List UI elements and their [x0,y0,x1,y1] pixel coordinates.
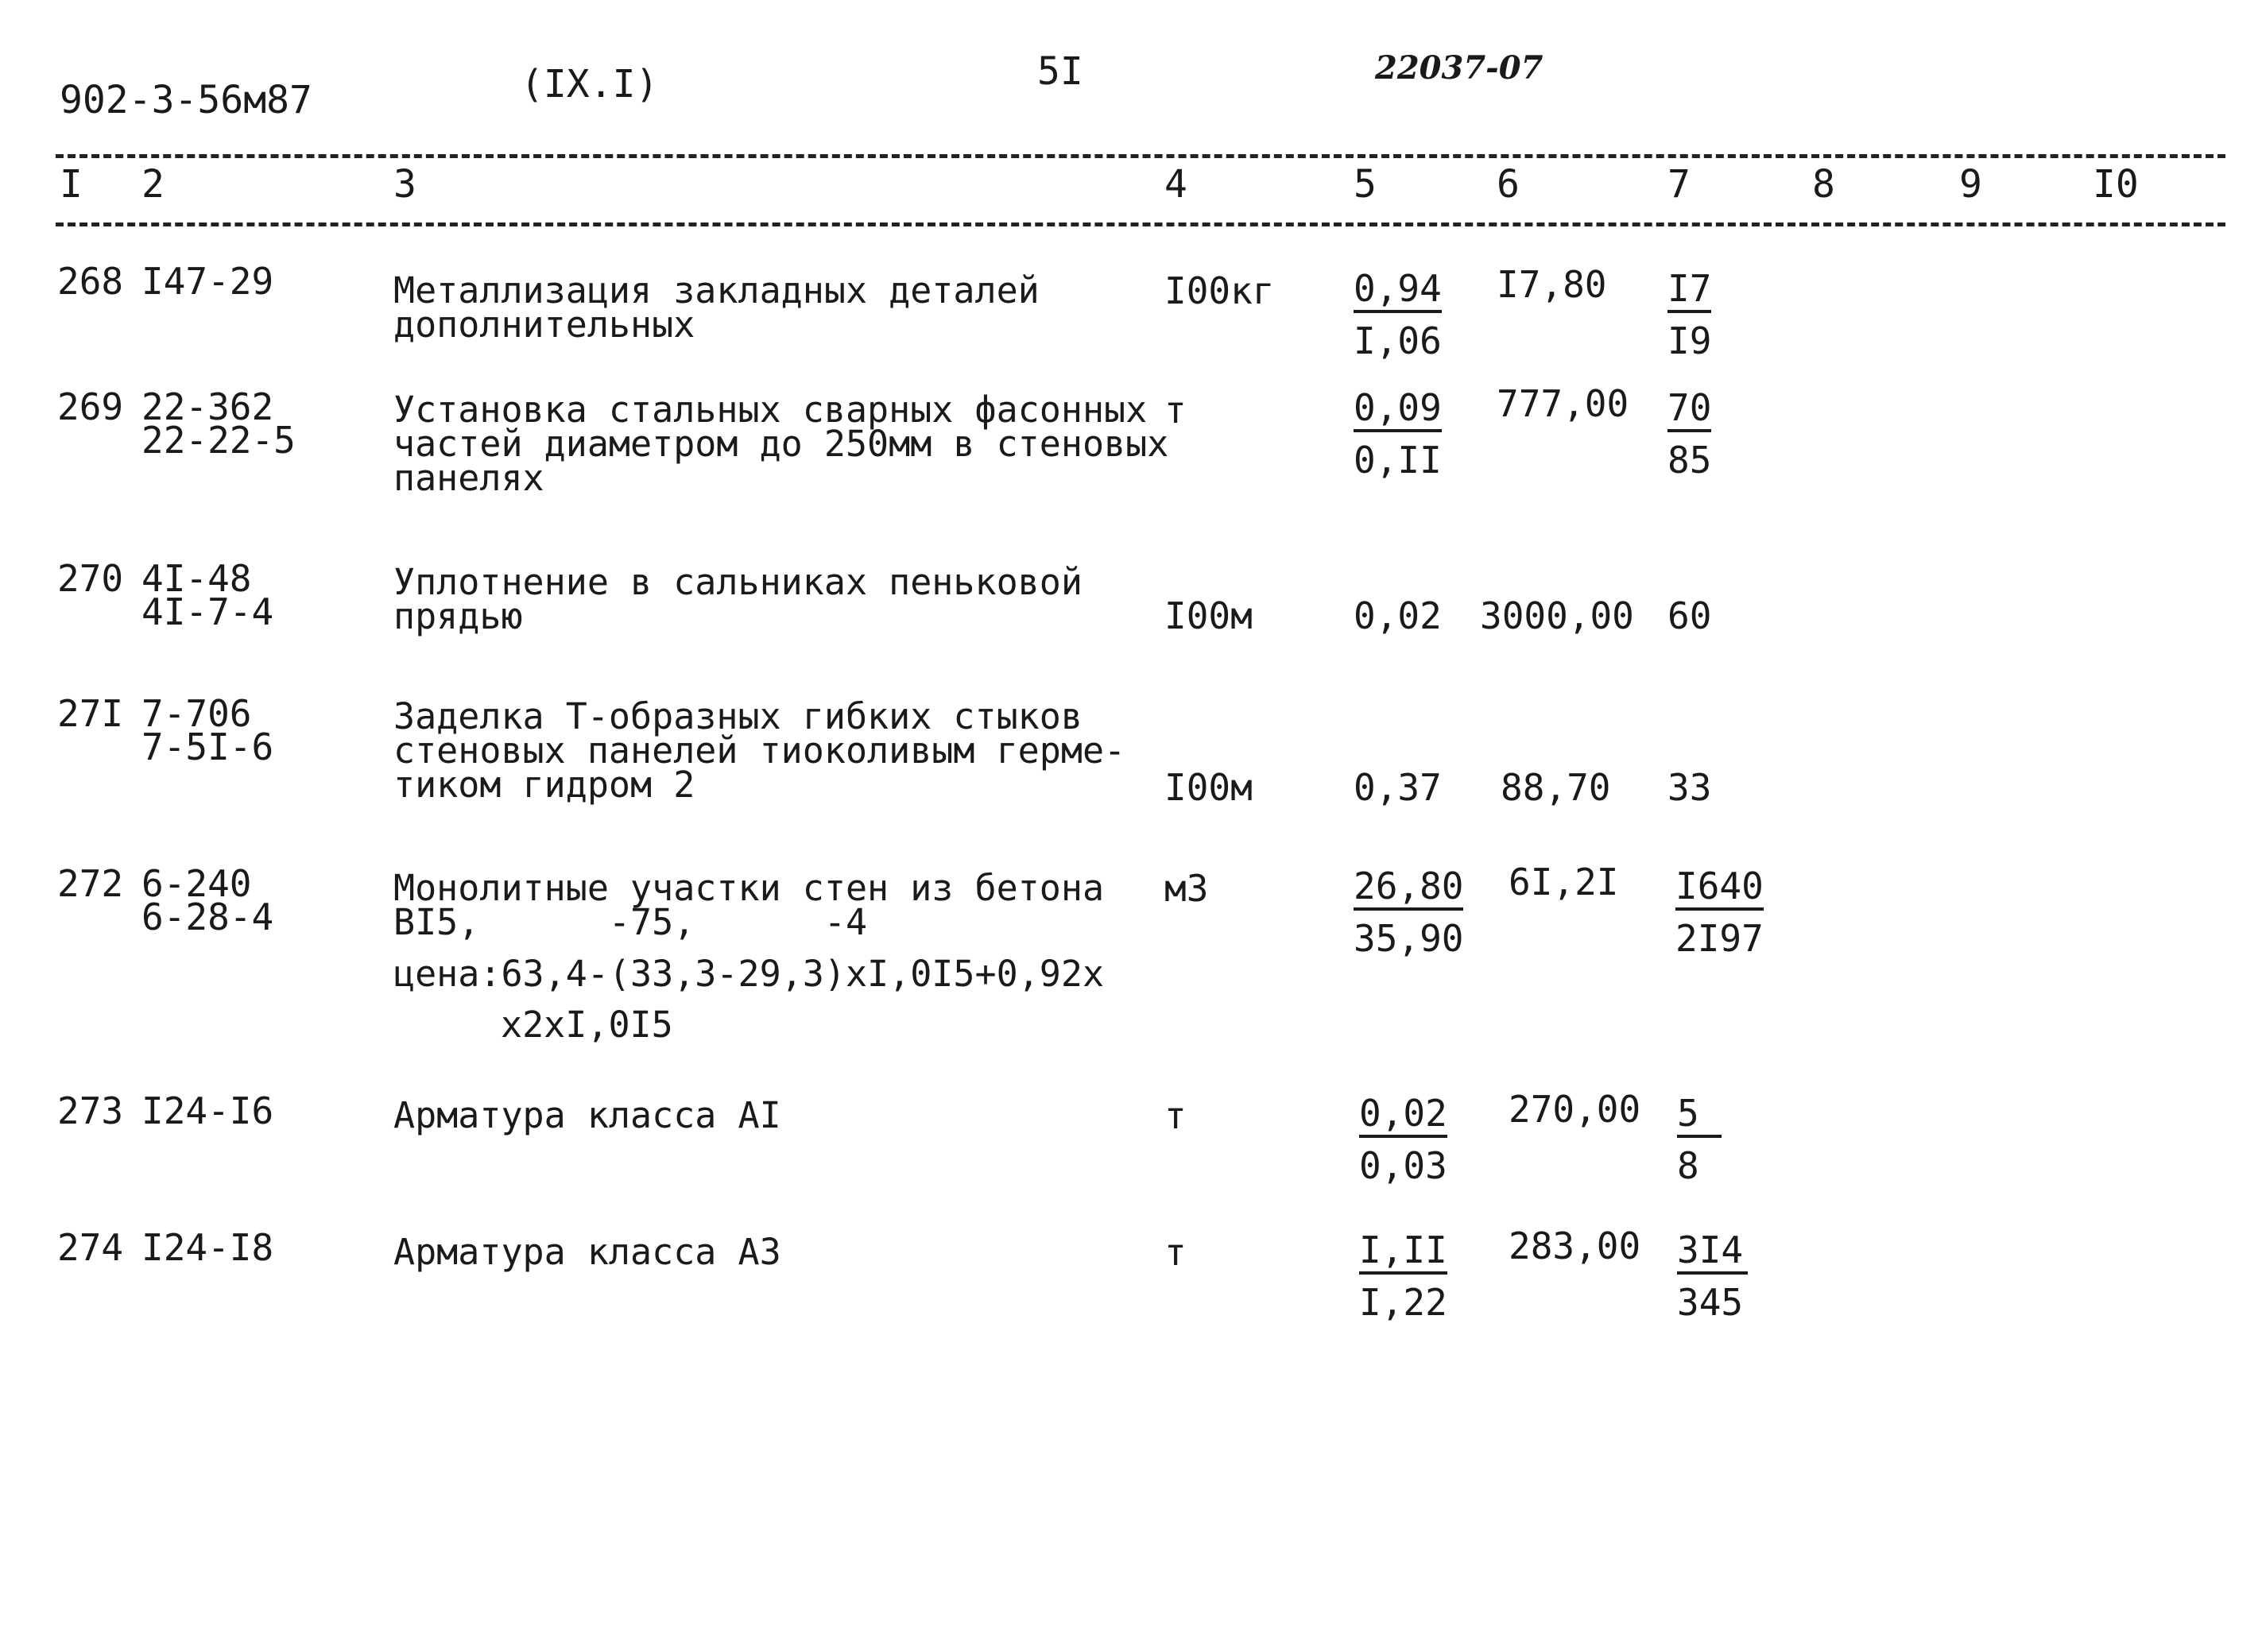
row-number: 274 [57,1226,124,1269]
norm-code-secondary: 4I-7-4 [141,590,274,633]
quantity-fraction [1354,386,1442,483]
col-header-7: 7 [1667,162,1691,207]
cost-bottom: 85 [1667,439,1712,482]
unit-price: 777,00 [1497,382,1629,425]
row-description-line: Заделка Т-образных гибких стыков [393,695,1083,737]
section-label: (IX.I) [521,62,659,106]
norm-code: I24-I8 [141,1226,274,1269]
cost: 33 [1667,766,1712,809]
norm-code: 6-240 [141,862,252,905]
cost-fraction [1667,386,1711,483]
row-description-line: панелях [393,457,544,499]
unit: I00м [1164,766,1253,809]
unit: м3 [1164,867,1209,910]
quantity-top: I,II [1359,1230,1447,1275]
col-header-5: 5 [1354,162,1377,207]
cost-bottom: 345 [1677,1281,1744,1324]
unit-price: 88,70 [1501,766,1611,809]
quantity-bottom: I,22 [1359,1281,1447,1324]
row-number: 269 [57,385,124,428]
norm-code: 4I-48 [141,557,252,600]
row-description-line: Уплотнение в сальниках пеньковой [393,561,1083,603]
inventory-stamp: 22037-07 [1375,49,1544,87]
row-number: 273 [57,1089,124,1132]
unit-price: 283,00 [1509,1224,1641,1267]
cost-fraction [1675,865,1764,961]
row-description-line: дополнительных [393,304,695,346]
quantity-top: 0,02 [1359,1093,1447,1138]
col-header-1: I [60,162,83,207]
row-number: 27I [57,692,124,735]
unit-price: 3000,00 [1480,594,1634,637]
quantity: 0,37 [1354,766,1442,809]
quantity-bottom: 35,90 [1354,917,1464,960]
norm-code-secondary: 22-22-5 [141,419,296,462]
cost-top: I640 [1675,866,1764,911]
cost-bottom: 2I97 [1675,917,1764,960]
row-description-line: BI5, -75, -4 [393,901,868,943]
header-bottom-rule [56,222,2225,226]
price-calc-note-continued: х2хI,0I5 [501,1004,673,1046]
doc-code: 902-3-56м87 [60,78,312,122]
quantity-fraction [1359,1228,1447,1325]
unit: I00м [1164,594,1253,637]
row-number: 272 [57,862,124,905]
cost-top: I7 [1667,269,1711,313]
col-header-8: 8 [1812,162,1835,207]
quantity-fraction [1359,1092,1447,1189]
quantity-top: 0,94 [1354,269,1442,313]
row-description-line: Монолитные участки стен из бетона [393,867,1105,909]
quantity-fraction [1354,865,1463,961]
cost-top: 3I4 [1677,1230,1748,1275]
norm-code: 7-706 [141,692,252,735]
row-description-line: частей диаметром до 250мм в стеновых [393,423,1169,465]
quantity-top: 26,80 [1354,866,1463,911]
unit: т [1164,1231,1187,1274]
row-description-line: Установка стальных сварных фасонных [393,389,1148,431]
row-description-line: Металлизация закладных деталей [393,269,1040,311]
cost-top: 5 [1677,1093,1722,1138]
col-header-2: 2 [141,162,165,207]
cost-bottom: 8 [1677,1144,1699,1187]
quantity-fraction [1354,267,1442,364]
cost-fraction [1677,1092,1722,1189]
unit: I00кг [1164,269,1275,312]
col-header-10: I0 [2093,162,2139,207]
unit-price: I7,80 [1497,263,1607,306]
col-header-9: 9 [1959,162,1982,207]
cost-fraction [1677,1228,1748,1325]
quantity: 0,02 [1354,594,1442,637]
row-description-line: Арматура класса AI [393,1094,781,1136]
cost-bottom: I9 [1667,319,1712,362]
unit: т [1164,1094,1187,1137]
col-header-6: 6 [1497,162,1520,207]
quantity-bottom: 0,II [1354,439,1442,482]
cost-fraction [1667,267,1711,364]
unit-price: 270,00 [1509,1088,1641,1131]
page-number: 5I [1037,49,1083,94]
header-top-rule [56,154,2225,158]
unit-price: 6I,2I [1509,861,1619,903]
row-description-line: Арматура класса A3 [393,1231,781,1273]
cost: 60 [1667,594,1712,637]
row-description-line: прядью [393,595,523,637]
cost-top: 70 [1667,388,1711,432]
quantity-top: 0,09 [1354,388,1442,432]
col-header-3: 3 [393,162,416,207]
col-header-4: 4 [1164,162,1187,207]
unit: т [1164,389,1187,431]
price-calc-note: цена:63,4-(33,3-29,3)хI,0I5+0,92х [393,953,1105,995]
norm-code: I24-I6 [141,1089,274,1132]
quantity-bottom: 0,03 [1359,1144,1447,1187]
row-number: 270 [57,557,124,600]
norm-code: 22-362 [141,385,274,428]
quantity-bottom: I,06 [1354,319,1442,362]
norm-code-secondary: 7-5I-6 [141,725,274,768]
row-description-line: стеновых панелей тиоколивым герме- [393,729,1126,772]
row-description-line: тиком гидром 2 [393,764,695,806]
norm-code: I47-29 [141,260,274,303]
norm-code-secondary: 6-28-4 [141,896,274,938]
row-number: 268 [57,260,124,303]
